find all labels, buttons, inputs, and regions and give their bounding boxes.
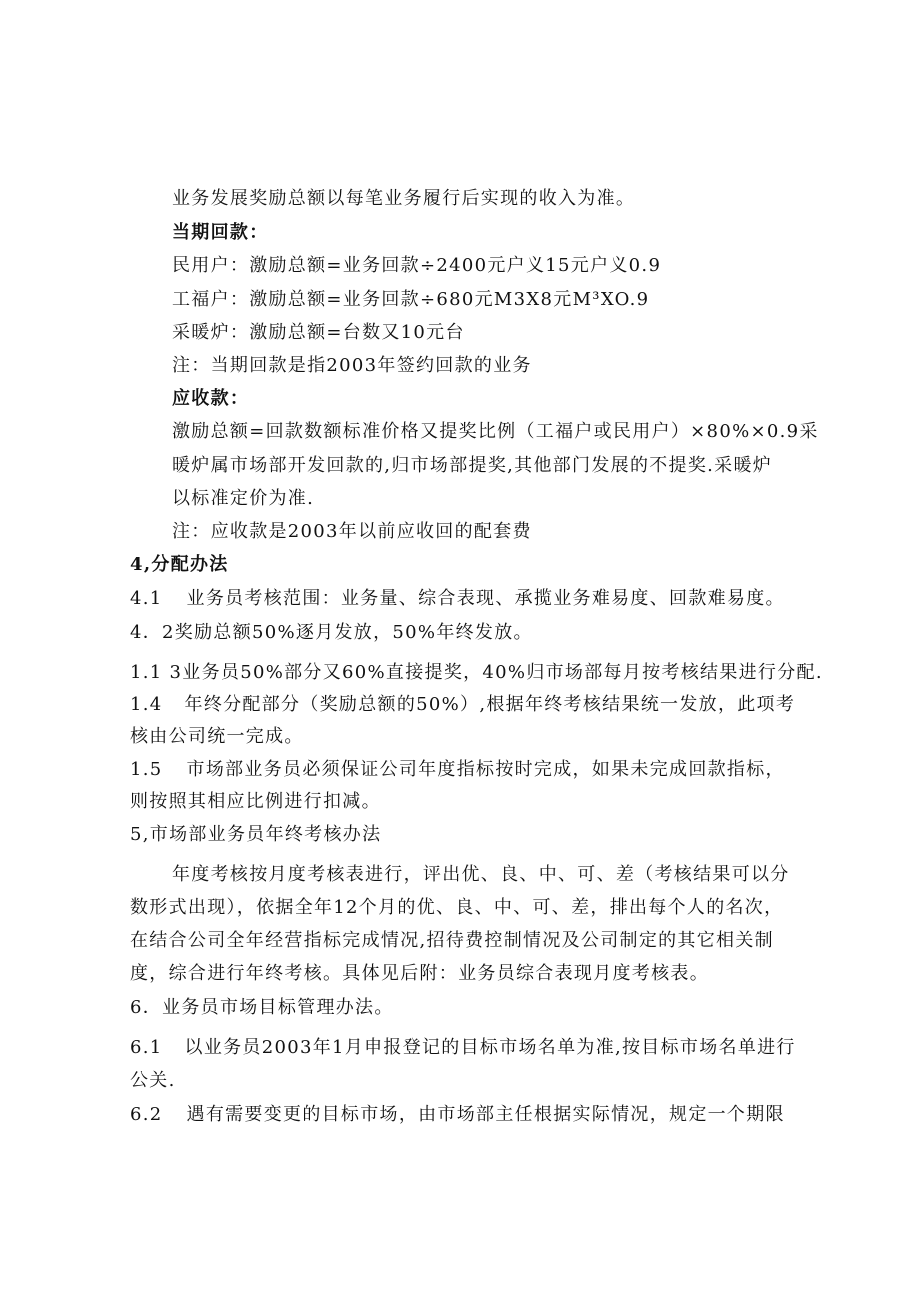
clause-1-4 xyxy=(130,692,795,718)
section-heading-annual-review: 5,市场部业务员年终考核办法 xyxy=(130,824,382,845)
section-heading-receivables: 应收款： xyxy=(172,388,250,409)
paragraph-line: 年度考核按月度考核表进行，评出优、良、中、可、差（考核结果可以分 xyxy=(172,864,790,885)
clause-6-2 xyxy=(130,1102,785,1128)
clause-1-1-3: 1.1 3业务员50%部分又60%直接提奖，40%归市场部每月按考核结果进行分配. xyxy=(130,662,823,683)
clause-4-1 xyxy=(130,586,785,612)
paragraph-line: 数形式出现），依据全年12个月的优、良、中、可、差，排出每个人的名次， xyxy=(130,897,784,918)
note-receivables: 注：应收款是2003年以前应收回的配套费 xyxy=(172,521,532,542)
clause-text: 遇有需要变更的目标市场，由市场部主任根据实际情况，规定一个期限 xyxy=(186,1104,785,1125)
paragraph-line: 公关. xyxy=(130,1070,176,1091)
formula-heating-stove: 采暖炉：激励总额=台数又10元台 xyxy=(172,322,465,343)
clause-4-2: 4．2奖励总额50%逐月发放，50%年终发放。 xyxy=(130,622,533,643)
clause-1-5 xyxy=(130,757,785,783)
formula-residential: 民用户：激励总额=业务回款÷2400元户义15元户义0.9 xyxy=(172,255,662,276)
clause-number: 4.1 xyxy=(130,588,163,609)
clause-text: 以业务员2003年1月申报登记的目标市场名单为准,按目标市场名单进行 xyxy=(184,1037,796,1058)
paragraph-line: 暖炉属市场部开发回款的,归市场部提奖,其他部门发展的不提奖.采暖炉 xyxy=(172,455,773,476)
clause-number: 1.4 xyxy=(130,694,163,715)
section-heading-target-market: 6．业务员市场目标管理办法。 xyxy=(130,997,394,1018)
paragraph-line: 度，综合进行年终考核。具体见后附：业务员综合表现月度考核表。 xyxy=(130,963,709,984)
note-current-payment: 注：当期回款是指2003年签约回款的业务 xyxy=(172,355,532,376)
formula-industrial: 工福户：激励总额=业务回款÷680元M3X8元M³XO.9 xyxy=(172,289,650,310)
paragraph-line: 核由公司统一完成。 xyxy=(130,726,304,747)
section-heading-distribution: 4,分配办法 xyxy=(130,554,229,575)
paragraph-line: 业务发展奖励总额以每笔业务履行后实现的收入为准。 xyxy=(172,188,636,209)
clause-text: 年终分配部分（奖励总额的50%）,根据年终考核结果统一发放，此项考 xyxy=(184,694,796,715)
paragraph-line: 激励总额=回款数额标准价格又提奖比例（工福户或民用户）×80%×0.9采 xyxy=(172,421,819,442)
clause-text: 业务员考核范围：业务量、综合表现、承揽业务难易度、回款难易度。 xyxy=(186,588,785,609)
clause-6-1 xyxy=(130,1035,796,1061)
paragraph-line: 则按照其相应比例进行扣减。 xyxy=(130,791,381,812)
paragraph-line: 以标准定价为准. xyxy=(172,488,315,509)
clause-number: 6.1 xyxy=(130,1037,163,1058)
section-heading-current-payment: 当期回款： xyxy=(172,222,269,243)
paragraph-line: 在结合公司全年经营指标完成情况,招待费控制情况及公司制定的其它相关制 xyxy=(130,930,774,951)
clause-number: 1.5 xyxy=(130,759,163,780)
clause-number: 6.2 xyxy=(130,1104,163,1125)
clause-text: 市场部业务员必须保证公司年度指标按时完成，如果未完成回款指标， xyxy=(186,759,785,780)
